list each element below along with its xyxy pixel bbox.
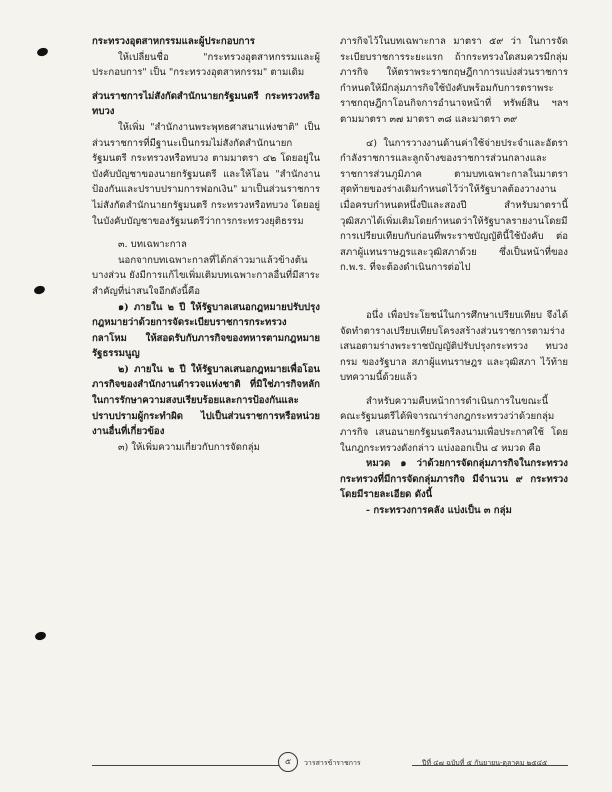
binder-hole-icon: [36, 47, 49, 58]
journal-title: วารสารข้าราชการ: [304, 759, 361, 767]
paragraph-item-2-police: ๒) ภายใน ๒ ปี ให้รัฐบาลเสนอกฎหมายเพื่อโอนภารกิจของสำนักงานตำรวจแห่งชาติ ที่มิใช่ภารกิจหลักในการรักษาความสงบเรียบร้อยและการป้องกันและปราบปรามผู้กระทำผิด ไปเป็นส่วนราชการหรือหน่วยงานอื่นที่เกี่ยวข้อง: [92, 363, 320, 438]
section-transitional-provisions: ๓. บทเฉพาะกาล: [118, 239, 187, 251]
paragraph-chapter-1: หมวด ๑ ว่าด้วยการจัดกลุ่มภารกิจในกระทรวง กระทรวงที่มีการจัดกลุ่มภารกิจ มีจำนวน ๙ กระทรวง โดยมีรายละเอียด ดังนี้: [340, 458, 568, 501]
heading-ministry-industry: กระทรวงอุตสาหกรรมและผู้ประกอบการ: [92, 36, 255, 47]
page-footer: [92, 754, 570, 772]
paragraph-item-1-defense: ๑) ภายใน ๒ ปี ให้รัฐบาลเสนอกฎหมายปรับปรุงกฎหมายว่าด้วยการจัดระเบียบราชการกระทรวงกลาโหม ให้สอดรับกับภารกิจของทหารตามกฎหมายรัฐธรรมนูญ: [92, 301, 320, 360]
footer-rule-right: [412, 765, 568, 766]
footer-rule-left: [92, 765, 282, 766]
paragraph-rename-ministry: ให้เปลี่ยนชื่อ "กระทรวงอุตสาหกรรมและผู้ประกอบการ" เป็น "กระทรวงอุตสาหกรรม" ตามเดิม: [92, 51, 320, 79]
issue-info: ปีที่ ๔๗ ฉบับที่ ๕ กันยายน-ตุลาคม ๒๕๔๕: [422, 759, 548, 767]
paragraph-item-4-expenses: ๔) ในการวางงานด้านค่าใช้จ่ายประจำและอัตรากำลังราชการและลูกจ้างของราชการส่วนกลางและราชการส่วนภูมิภาค ตามบทเฉพาะกาลในมาตราสุดท้ายของร่างเดิมกำหนดไว้ว่าให้รัฐบาลต้องวางงานเมื่อครบกำหนดหนึ่งปีและสองปี สำหรับมาตรานี้ วุฒิสภาได้เพิ่มเติมโดยกำหนดว่าให้รัฐบาลรายงานโดยมีการเปรียบเทียบกับก่อนที่พระราชบัญญัตินี้ใช้บังคับ ต่อสภาผู้แทนราษฎรและวุฒิสภาด้วย ซึ่งเป็นหน้าที่ของ ก.พ.ร. ที่จะต้องดำเนินการต่อไป: [340, 137, 568, 274]
binder-hole-icon: [34, 631, 47, 642]
paragraph-progress: สำหรับความคืบหน้าการดำเนินการในขณะนี้ คณะรัฐมนตรีได้พิจารณาร่างกฎกระทรวงว่าด้วยกลุ่มภารกิจ เสนอนายกรัฐมนตรีลงนามเพื่อประกาศใช้ โดยในกฎกระทรวงดังกล่าว แบ่งออกเป็น ๔ หมวด คือ: [340, 395, 568, 454]
heading-independent-agencies: ส่วนราชการไม่สังกัดสำนักนายกรัฐมนตรี กระทรวงหรือทบวง: [92, 90, 320, 118]
list-item-ministry-finance: - กระทรวงการคลัง แบ่งเป็น ๓ กลุ่ม: [366, 505, 512, 517]
binder-hole-icon: [33, 285, 46, 296]
right-column: [340, 34, 568, 519]
paragraph-buddhism-office: ให้เพิ่ม "สำนักงานพระพุทธศาสนาแห่งชาติ" เป็นส่วนราชการที่มีฐานะเป็นกรมไม่สังกัดสำนักนายกรัฐมนตรี กระทรวงหรือทบวง ตามมาตรา ๔๒ โดยอยู่ในบังคับบัญชาของนายกรัฐมนตรี และให้โอน "สำนักงานป้องกันและปราบปรามการฟอกเงิน" มาเป็นส่วนราชการไม่สังกัดสำนักนายกรัฐมนตรี กระทรวงหรือทบวง โดยอยู่ในบังคับบัญชาของรัฐมนตรีว่าการกระทรวงยุติธรรม: [92, 121, 320, 227]
page-number: ๕: [278, 752, 298, 772]
left-column: [92, 34, 320, 455]
paragraph-item-3-continued: ภารกิจไว้ในบทเฉพาะกาล มาตรา ๕๙ ว่า ในการจัดระเบียบราชการระยะแรก ถ้ากระทรวงใดสมควรมีกลุ่มภารกิจ ให้ตราพระราชกฤษฎีกาการแบ่งส่วนราชการ กำหนดให้มีกลุ่มภารกิจใช้บังคับพร้อมกับการตราพระราชกฤษฎีกาโอนกิจการอำนาจหน้าที่ ทรัพย์สิน ฯลฯ ตามมาตรา ๓๗ มาตรา ๓๘ และมาตรา ๓๙: [340, 36, 568, 125]
paragraph-transitional-intro: นอกจากบทเฉพาะกาลที่ได้กล่าวมาแล้วข้างต้นบางส่วน ยังมีการแก้ไขเพิ่มเติมบทเฉพาะกาลอื่นที่มีสาระสำคัญที่น่าสนใจอีกดังนี้คือ: [92, 254, 320, 297]
paragraph-item-3-start: ๓) ให้เพิ่มความเกี่ยวกับการจัดกลุ่ม: [118, 441, 261, 453]
paragraph-comparison-table: อนึ่ง เพื่อประโยชน์ในการศึกษาเปรียบเทียบ จึงได้จัดทำตารางเปรียบเทียบโครงสร้างส่วนราชการตามร่างเสนอตามร่างพระราชบัญญัติปรับปรุงกระทรวง ทบวง กรม ของรัฐบาล สภาผู้แทนราษฎร และวุฒิสภา ไว้ท้ายบทความนี้ด้วยแล้ว: [340, 309, 568, 384]
